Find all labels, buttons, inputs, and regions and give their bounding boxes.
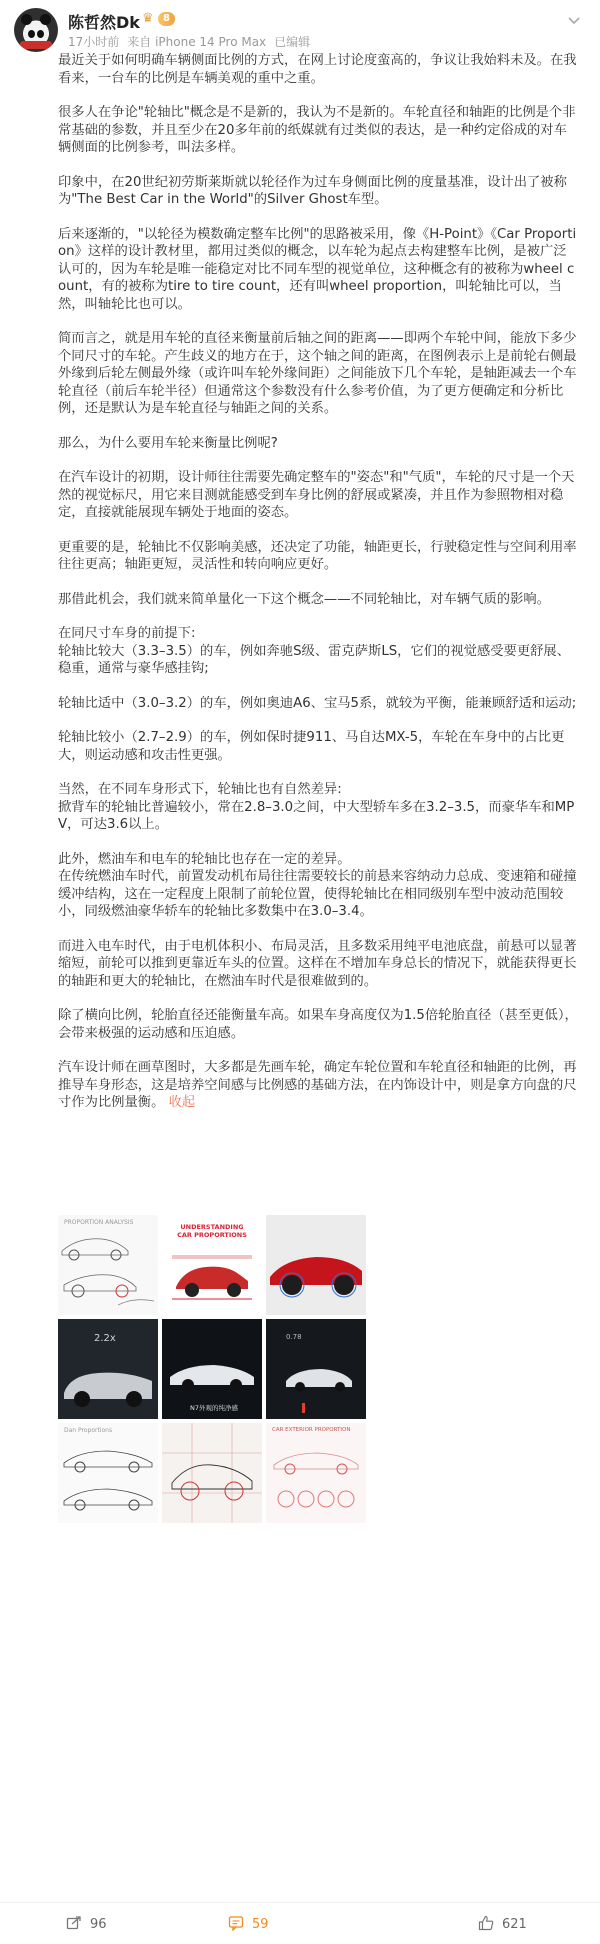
comment-count: 59 (252, 1917, 269, 1932)
like-button[interactable] (478, 1915, 527, 1935)
vip-level-badge[interactable]: 8 (158, 12, 175, 26)
paragraph-last (58, 1059, 578, 1112)
paragraph: 轮轴比适中（3.0–3.2）的车，例如奥迪A6、宝马5系，就较为平衡，能兼顾舒适和运动; (58, 695, 577, 711)
avatar-eye-right (37, 30, 44, 38)
thumbs-up-icon (478, 1915, 494, 1931)
image-caption: PROPORTION ANALYSIS (64, 1219, 134, 1226)
image-thumb-8[interactable] (162, 1423, 262, 1523)
image-thumb-2[interactable] (162, 1215, 262, 1315)
paragraph-last-text: 汽车设计师在画草图时，大多都是先画车轮，确定车轮位置和车轮直径和轴距的比例，再推导车身形态，这是培养空间感与比例感的基础方法，在内饰设计中，则是拿方向盘的尺寸作为比例量衡。 (58, 1060, 577, 1110)
paragraph: 简而言之，就是用车轮的直径来衡量前后轴之间的距离——即两个车轮中间，能放下多少个同尺寸的车轮。产生歧义的地方在于，这个轴之间的距离，在图例表示上是前轮右侧最外缘到后轮左侧最外缘（或许叫车轮外缘间距）之间能放下几个车轮，是轴距减去一个车轮直径（前后车轮半径）但通常这个参数没有什么参考价值，为了更方便确定和分析比例，还是默认为是车轮直径与轴距之间的关系。 (58, 331, 577, 416)
avatar-eye-left (28, 30, 35, 38)
crown-icon: ♛ (142, 11, 154, 26)
stage-presentation-image (266, 1319, 366, 1419)
repost-button[interactable] (66, 1915, 107, 1935)
paragraph: 轮轴比较小（2.7–2.9）的车，例如保时捷911、马自达MX-5，车轮在车身中的占比更大，则运动感和攻击性更强。 (58, 730, 565, 763)
user-avatar[interactable] (14, 8, 58, 52)
avatar-ear-left (21, 14, 32, 25)
image-thumb-9[interactable] (266, 1423, 366, 1523)
image-thumb-6[interactable] (266, 1319, 366, 1419)
paragraph: 印象中，在20世纪初劳斯莱斯就以轮径作为过车身侧面比例的度量基准，设计出了被称为"The Best Car in the World"的Silver Ghost车型。 (58, 174, 567, 207)
paragraph: 除了横向比例，轮胎直径还能衡量车高。如果车身高度仅为1.5倍轮胎直径（甚至更低），会带来极强的运动感和压迫感。 (58, 1008, 578, 1041)
red-sportscar-image (266, 1215, 366, 1315)
paragraph: 很多人在争论"轮轴比"概念是不是新的，我认为不是新的。车轮直径和轴距的比例是个非常基础的参数，并且至少在20多年前的纸媒就有过类似的表达，是一种约定俗成的对车辆侧面的比例参考，叫法多样。 (58, 105, 576, 155)
post-meta (68, 33, 318, 50)
paragraph: 那么，为什么要用车轮来衡量比例呢? (58, 435, 278, 451)
post-actions-bar (0, 1902, 600, 1944)
image-thumb-7[interactable] (58, 1423, 158, 1523)
repost-count: 96 (90, 1917, 107, 1932)
sketch-cars-image (58, 1215, 158, 1315)
collapse-link[interactable]: 收起 (168, 1095, 196, 1110)
paragraph: 那借此机会，我们就来简单量化一下这个概念——不同轮轴比，对车辆气质的影响。 (58, 591, 550, 607)
edited-label: 已编辑 (274, 35, 311, 49)
image-thumb-4[interactable] (58, 1319, 158, 1419)
image-caption: CAR EXTERIOR PROPORTION (272, 1427, 351, 1433)
username[interactable]: 陈哲然Dk (68, 13, 140, 32)
paragraph: 更重要的是，轮轴比不仅影响美感，还决定了功能，轴距更长，行驶稳定性与空间利用率往往更高；轴距更短，灵活性和转向响应更好。 (58, 539, 577, 572)
sedan-line-drawings-image (58, 1423, 158, 1523)
image-caption: 2.2x (94, 1333, 116, 1344)
image-thumb-3[interactable] (266, 1215, 366, 1315)
paragraph: 此外，燃油车和电车的轮轴比也存在一定的差异。 在传统燃油车时代，前置发动机布局往往需要较长的前悬来容纳动力总成、变速箱和碰撞缓冲结构，这在一定程度上限制了前轮位置，使得轮轴比在相同级别车型中波动范围较小，同级燃油豪华轿车的轮轴比多数集中在3.0–3.4。 (58, 851, 577, 919)
paragraph: 在同尺寸车身的前提下: 轮轴比较大（3.3–3.5）的车，例如奔驰S级、雷克萨斯LS，它们的视觉感受要更舒展、稳重，通常与豪华感挂钩; (58, 626, 571, 676)
image-caption: 0.78 (286, 1333, 302, 1341)
comment-button[interactable] (228, 1915, 269, 1935)
image-thumb-5[interactable] (162, 1319, 262, 1419)
paragraph: 后来逐渐的，"以轮径为模数确定整车比例"的思路被采用，像《H-Point》《Car Proportion》这样的设计教材里，都用过类似的概念，以车轮为起点去构建整车比例，是被广泛认可的，因为车轮是唯一能稳定对比不同车型的视觉单位，这种概念有的被称为wheel count，有的被称为tire to tire count，还有叫wheel proportion，叫轮轴比可以，当然，叫轴轮比也可以。 (58, 226, 577, 312)
image-caption: N7外观的纯净感 (190, 1404, 238, 1412)
post-source: 来自 iPhone 14 Pro Max (127, 35, 267, 49)
post-header (0, 0, 600, 58)
image-caption: UNDERSTANDING CAR PROPORTIONS (177, 1223, 247, 1239)
image-thumb-1[interactable] (58, 1215, 158, 1315)
paragraph: 而进入电车时代，由于电机体积小、布局灵活，且多数采用纯平电池底盘，前悬可以显著缩短，前轮可以推到更靠近车头的位置。这样在不增加车身总长的情况下，就能获得更长的轴距和更大的轮轴比，在燃油车时代是很难做到的。 (58, 938, 577, 989)
comment-icon (228, 1915, 244, 1931)
repost-icon (66, 1915, 82, 1931)
classic-car-grid-image (162, 1423, 262, 1523)
chevron-down-icon[interactable] (564, 12, 584, 32)
avatar-ear-right (40, 14, 51, 25)
image-caption: Dan Proportions (64, 1427, 113, 1434)
post-time: 17小时前 (68, 35, 120, 49)
paragraph: 当然，在不同车身形式下，轮轴比也有自然差异: 掀背车的轮轴比普遍较小，常在2.8–3.0之间，中大型轿车多在3.2–3.5，而豪华车和MPV，可达3.6以上。 (58, 782, 575, 832)
paragraph: 最近关于如何明确车辆侧面比例的方式，在网上讨论度蛮高的，争议让我始料未及。在我看来，一台车的比例是车辆美观的重中之重。 (58, 53, 577, 86)
avatar-scarf (20, 41, 52, 49)
paragraph: 在汽车设计的初期，设计师往往需要先确定整车的"姿态"和"气质"，车轮的尺寸是一个天然的视觉标尺，用它来目测就能感受到车身比例的舒展或紧凑，并且作为参照物相对稳定，直接就能展现车辆处于地面的姿态。 (58, 470, 575, 520)
car-exterior-proportion-image (266, 1423, 366, 1523)
like-count: 621 (502, 1917, 527, 1932)
post-body (58, 52, 578, 1112)
